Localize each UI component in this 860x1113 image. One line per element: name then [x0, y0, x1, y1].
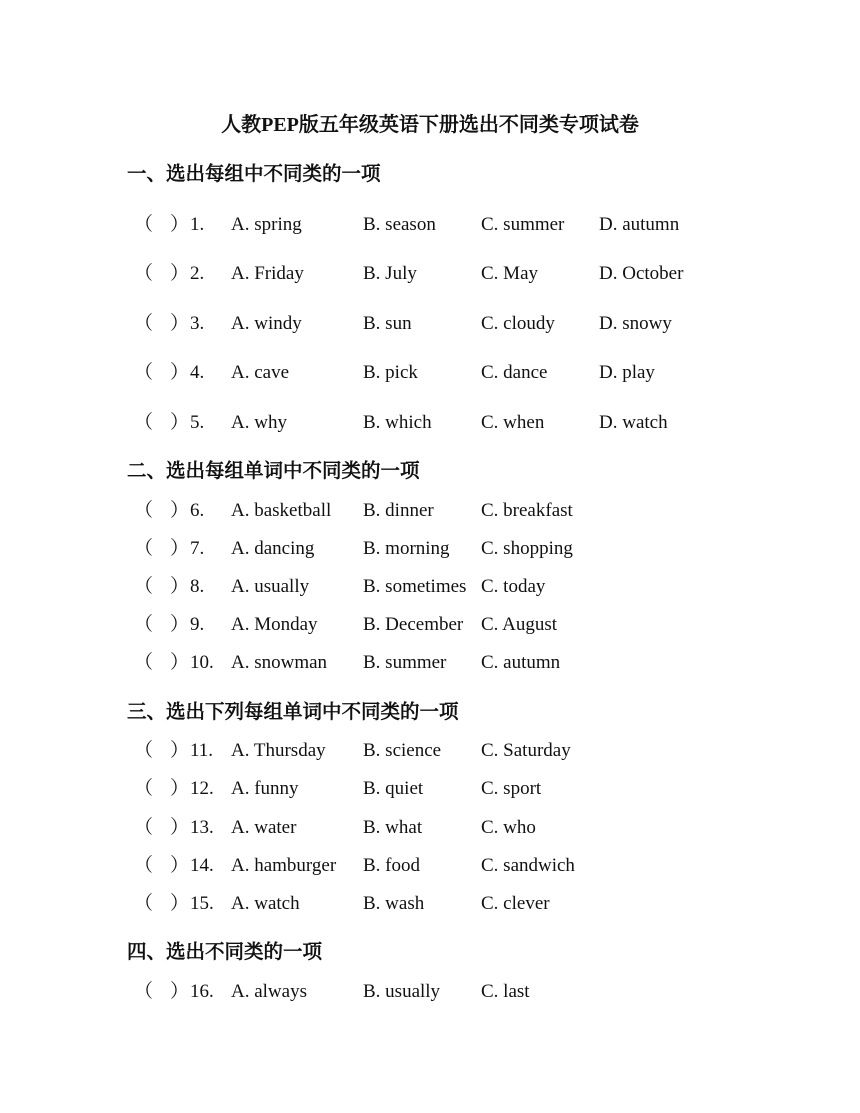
- question-number: 4.: [190, 362, 205, 383]
- option-c: C. who: [481, 817, 536, 838]
- option-a: A. spring: [231, 214, 302, 235]
- answer-paren-close: ）: [170, 893, 190, 914]
- question-number: 6.: [190, 500, 205, 521]
- answer-paren-open: （: [134, 855, 154, 876]
- answer-paren-open: （: [134, 981, 154, 1002]
- answer-paren-close: ）: [170, 817, 190, 838]
- question-row-11: [0, 737, 860, 765]
- answer-paren-open: （: [134, 362, 154, 383]
- question-row-13: [0, 814, 860, 842]
- option-c: C. August: [481, 614, 558, 635]
- answer-paren-close: ）: [170, 412, 190, 433]
- answer-paren-close: ）: [170, 855, 190, 876]
- option-b: B. sun: [363, 313, 412, 334]
- answer-paren-close: ）: [170, 614, 190, 635]
- option-c: C. breakfast: [481, 500, 573, 521]
- answer-paren-close: ）: [170, 214, 190, 235]
- option-c: C. today: [481, 576, 546, 597]
- answer-paren-open: （: [134, 614, 154, 635]
- option-c: C. cloudy: [481, 313, 555, 334]
- option-a: A. windy: [231, 313, 302, 334]
- option-a: A. Friday: [231, 263, 304, 284]
- question-number: 1.: [190, 214, 205, 235]
- option-d: D. October: [599, 263, 684, 284]
- option-a: A. Monday: [231, 614, 318, 635]
- question-number: 5.: [190, 412, 205, 433]
- answer-paren-open: （: [134, 538, 154, 559]
- answer-paren-open: （: [134, 652, 154, 673]
- question-number: 8.: [190, 576, 205, 597]
- answer-paren-close: ）: [170, 500, 190, 521]
- option-c: C. dance: [481, 362, 548, 383]
- section-heading-1: 一、选出每组中不同类的一项: [127, 164, 381, 185]
- option-c: C. when: [481, 412, 545, 433]
- question-number: 15.: [190, 893, 214, 914]
- question-row-4: [0, 359, 860, 387]
- answer-paren-open: （: [134, 893, 154, 914]
- option-d: D. autumn: [599, 214, 680, 235]
- option-b: B. usually: [363, 981, 441, 1002]
- question-number: 13.: [190, 817, 214, 838]
- section-heading-2: 二、选出每组单词中不同类的一项: [127, 461, 420, 482]
- option-a: A. usually: [231, 576, 310, 597]
- question-row-2: [0, 260, 860, 288]
- answer-paren-open: （: [134, 500, 154, 521]
- answer-paren-close: ）: [170, 362, 190, 383]
- option-c: C. sandwich: [481, 855, 575, 876]
- option-c: C. shopping: [481, 538, 573, 559]
- option-d: D. play: [599, 362, 655, 383]
- question-row-10: [0, 649, 860, 677]
- option-b: B. wash: [363, 893, 425, 914]
- option-a: A. snowman: [231, 652, 328, 673]
- question-row-15: [0, 890, 860, 918]
- option-a: A. water: [231, 817, 297, 838]
- answer-paren-open: （: [134, 740, 154, 761]
- option-a: A. dancing: [231, 538, 315, 559]
- option-b: B. December: [363, 614, 464, 635]
- option-b: B. pick: [363, 362, 418, 383]
- option-a: A. always: [231, 981, 307, 1002]
- question-number: 11.: [190, 740, 214, 761]
- option-c: C. autumn: [481, 652, 561, 673]
- question-row-14: [0, 852, 860, 880]
- page-title: 人教PEP版五年级英语下册选出不同类专项试卷: [221, 114, 639, 136]
- section-heading-4: 四、选出不同类的一项: [127, 942, 323, 963]
- question-number: 9.: [190, 614, 205, 635]
- option-b: B. sometimes: [363, 576, 467, 597]
- option-c: C. sport: [481, 778, 542, 799]
- question-number: 16.: [190, 981, 214, 1002]
- option-b: B. which: [363, 412, 432, 433]
- option-c: C. clever: [481, 893, 550, 914]
- option-b: B. summer: [363, 652, 447, 673]
- answer-paren-open: （: [134, 778, 154, 799]
- answer-paren-open: （: [134, 817, 154, 838]
- answer-paren-close: ）: [170, 263, 190, 284]
- answer-paren-open: （: [134, 263, 154, 284]
- answer-paren-open: （: [134, 576, 154, 597]
- option-b: B. food: [363, 855, 420, 876]
- option-a: A. funny: [231, 778, 299, 799]
- option-c: C. May: [481, 263, 538, 284]
- option-b: B. season: [363, 214, 436, 235]
- option-a: A. watch: [231, 893, 300, 914]
- question-number: 2.: [190, 263, 205, 284]
- option-a: A. Thursday: [231, 740, 326, 761]
- option-d: D. watch: [599, 412, 668, 433]
- option-b: B. what: [363, 817, 423, 838]
- option-d: D. snowy: [599, 313, 672, 334]
- answer-paren-close: ）: [170, 313, 190, 334]
- option-c: C. Saturday: [481, 740, 571, 761]
- answer-paren-close: ）: [170, 538, 190, 559]
- option-c: C. last: [481, 981, 530, 1002]
- question-row-16: [0, 978, 860, 1006]
- question-row-8: [0, 573, 860, 601]
- question-number: 7.: [190, 538, 205, 559]
- option-a: A. cave: [231, 362, 290, 383]
- answer-paren-open: （: [134, 412, 154, 433]
- answer-paren-open: （: [134, 313, 154, 334]
- question-number: 12.: [190, 778, 214, 799]
- answer-paren-close: ）: [170, 778, 190, 799]
- question-number: 10.: [190, 652, 214, 673]
- answer-paren-close: ）: [170, 740, 190, 761]
- option-b: B. July: [363, 263, 417, 284]
- question-row-3: [0, 310, 860, 338]
- option-c: C. summer: [481, 214, 565, 235]
- answer-paren-close: ）: [170, 981, 190, 1002]
- option-a: A. hamburger: [231, 855, 337, 876]
- option-b: B. science: [363, 740, 442, 761]
- option-b: B. morning: [363, 538, 450, 559]
- question-row-7: [0, 535, 860, 563]
- answer-paren-close: ）: [170, 576, 190, 597]
- answer-paren-close: ）: [170, 652, 190, 673]
- question-number: 14.: [190, 855, 214, 876]
- option-a: A. basketball: [231, 500, 332, 521]
- option-b: B. dinner: [363, 500, 434, 521]
- question-row-12: [0, 775, 860, 803]
- question-row-9: [0, 611, 860, 639]
- option-b: B. quiet: [363, 778, 424, 799]
- question-row-5: [0, 409, 860, 437]
- section-heading-3: 三、选出下列每组单词中不同类的一项: [127, 702, 459, 723]
- question-number: 3.: [190, 313, 205, 334]
- answer-paren-open: （: [134, 214, 154, 235]
- question-row-6: [0, 497, 860, 525]
- question-row-1: [0, 211, 860, 239]
- option-a: A. why: [231, 412, 287, 433]
